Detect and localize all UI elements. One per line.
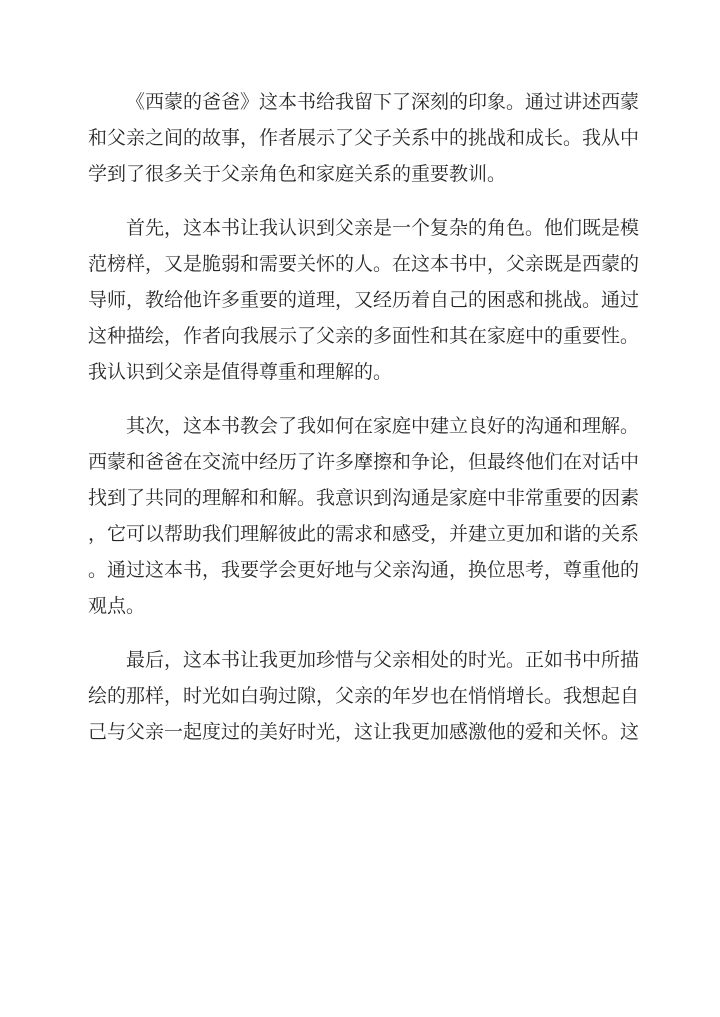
text-line: 《西蒙的爸爸》这本书给我留下了深刻的印象。通过讲述西蒙	[126, 91, 640, 113]
paragraph	[88, 210, 640, 390]
text-line: 找到了共同的理解和和解。我意识到沟通是家庭中非常重要的因素	[88, 487, 640, 509]
text-line: 学到了很多关于父亲角色和家庭关系的重要教训。	[88, 163, 507, 185]
document-body	[88, 84, 640, 750]
text-line: 导师，教给他许多重要的道理，又经历着自己的困惑和挑战。通过	[88, 289, 640, 311]
paragraph	[88, 408, 640, 624]
paragraph-gap	[88, 192, 632, 210]
paragraph-gap	[88, 390, 632, 408]
text-line: 这种描绘，作者向我展示了父亲的多面性和其在家庭中的重要性。	[88, 325, 640, 347]
text-line: 观点。	[88, 595, 146, 617]
text-line: 我认识到父亲是值得尊重和理解的。	[88, 361, 393, 383]
text-line: 最后，这本书让我更加珍惜与父亲相处的时光。正如书中所描	[126, 649, 640, 671]
text-line: 。通过这本书，我要学会更好地与父亲沟通，换位思考，尊重他的	[88, 559, 640, 581]
text-line: 范榜样，又是脆弱和需要关怀的人。在这本书中，父亲既是西蒙的	[88, 253, 640, 275]
text-line: 其次，这本书教会了我如何在家庭中建立良好的沟通和理解。	[126, 415, 640, 437]
paragraph	[88, 642, 640, 750]
text-line: 己与父亲一起度过的美好时光，这让我更加感激他的爱和关怀。这	[88, 721, 640, 743]
paragraph-gap	[88, 624, 632, 642]
text-line: ，它可以帮助我们理解彼此的需求和感受，并建立更加和谐的关系	[88, 523, 640, 545]
text-line: 首先，这本书让我认识到父亲是一个复杂的角色。他们既是模	[126, 217, 640, 239]
text-line: 绘的那样，时光如白驹过隙，父亲的年岁也在悄悄增长。我想起自	[88, 685, 640, 707]
text-line: 西蒙和爸爸在交流中经历了许多摩擦和争论，但最终他们在对话中	[88, 451, 640, 473]
text-line: 和父亲之间的故事，作者展示了父子关系中的挑战和成长。我从中	[88, 127, 640, 149]
paragraph	[88, 84, 640, 192]
